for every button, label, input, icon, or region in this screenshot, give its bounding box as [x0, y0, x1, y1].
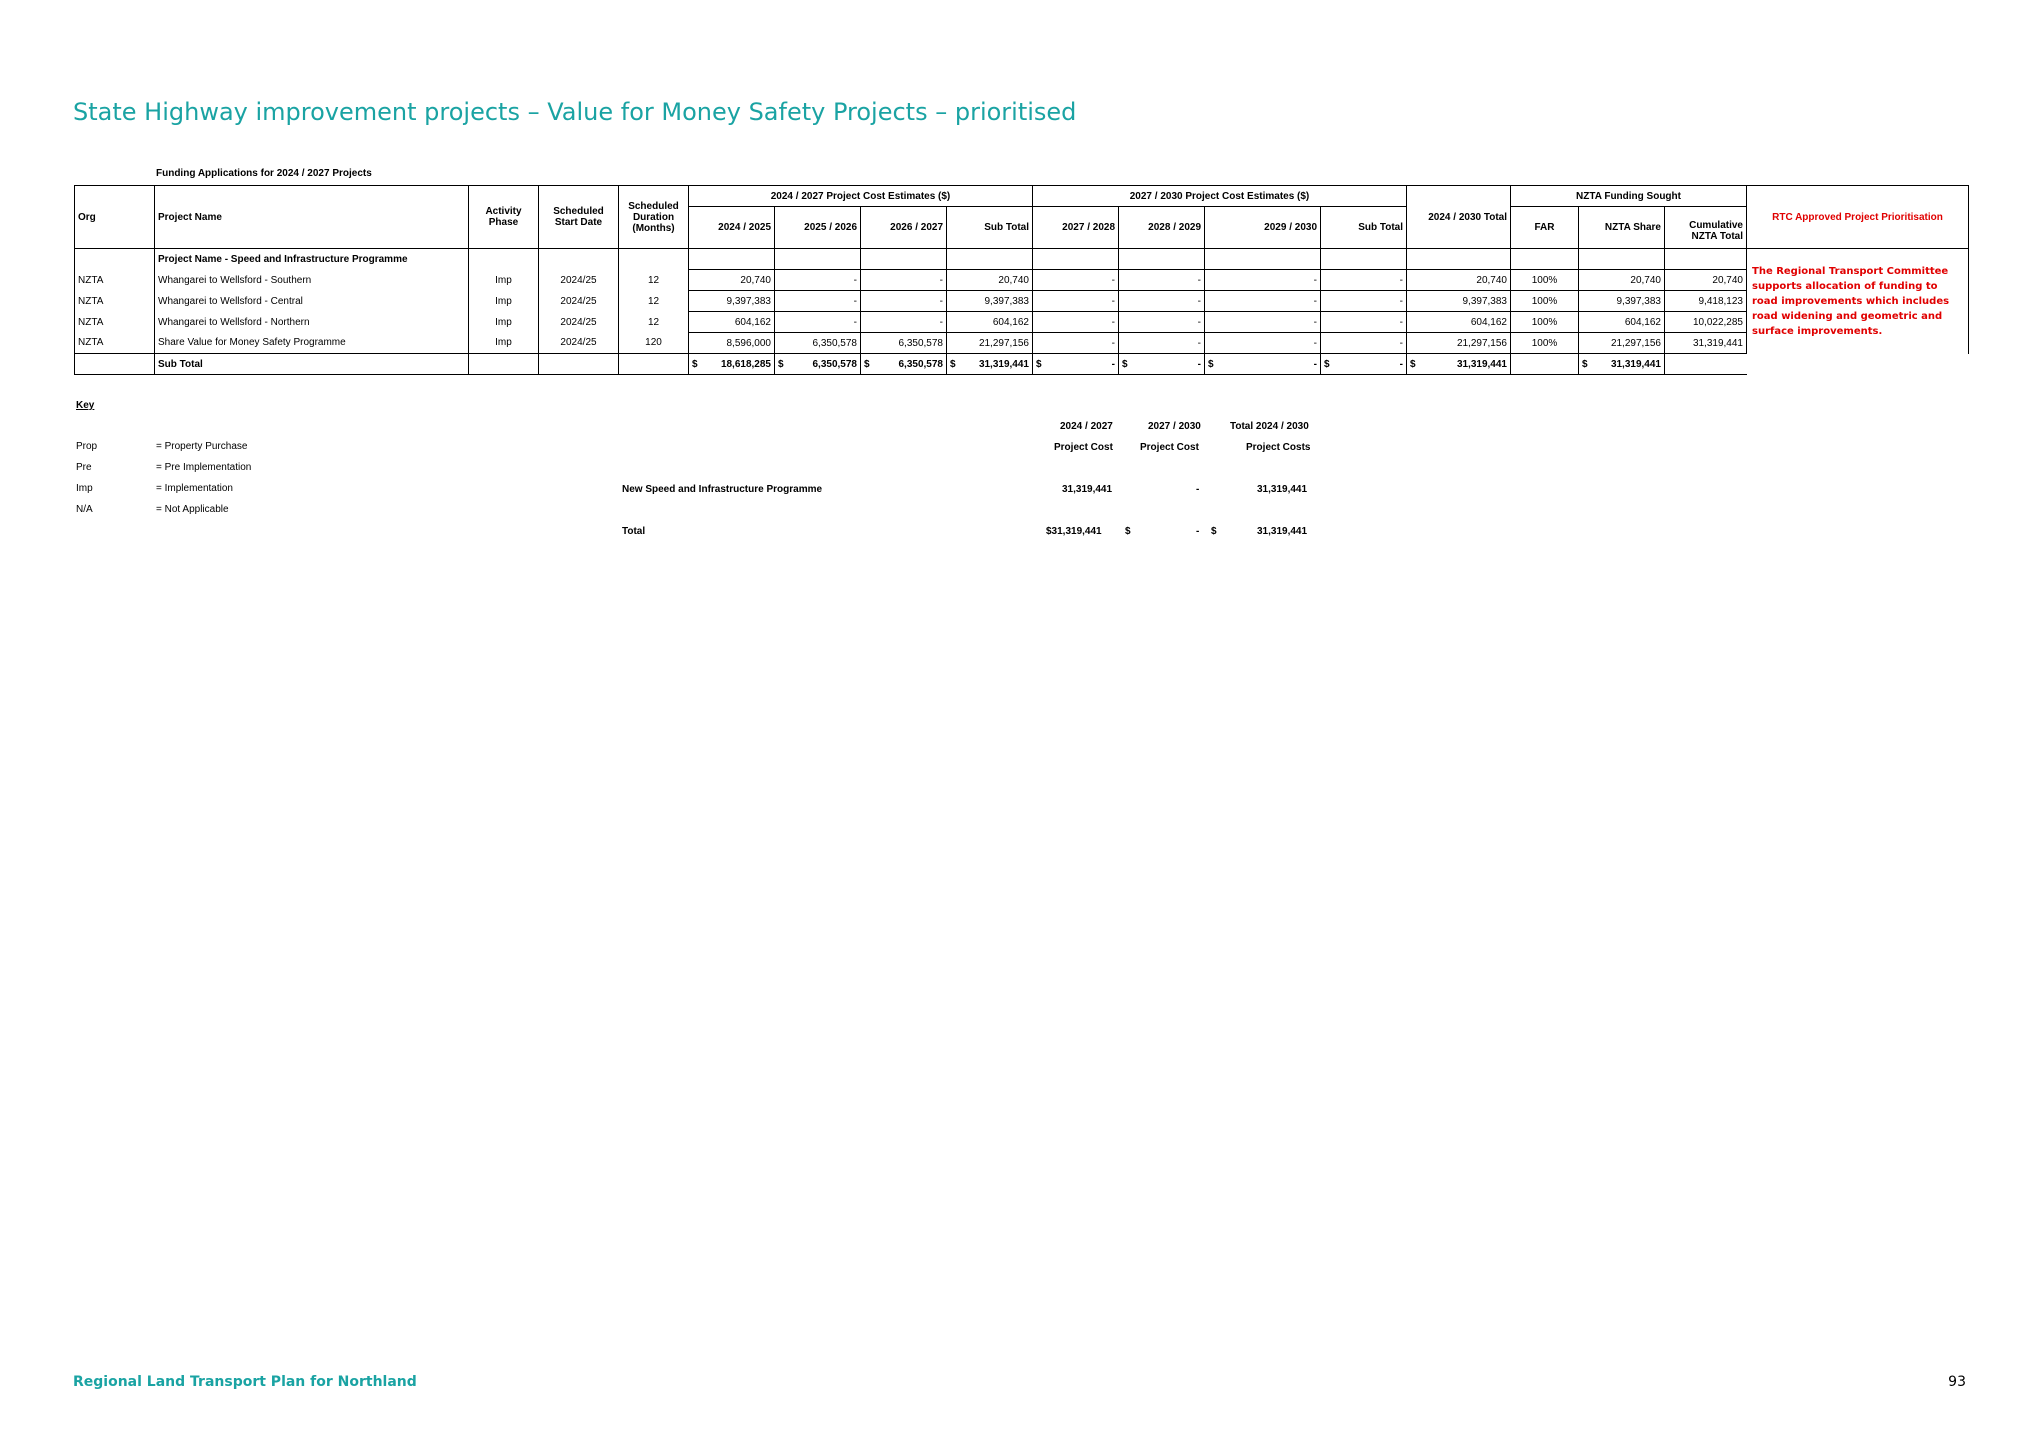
cell-phase: Imp: [469, 270, 539, 291]
cell-phase: Imp: [469, 291, 539, 312]
key-meaning: = Property Purchase: [156, 441, 248, 452]
cell-org: NZTA: [75, 333, 155, 354]
section-label: Project Name - Speed and Infrastructure Programme: [155, 249, 469, 270]
cell-total: 604,162: [1407, 312, 1511, 333]
header-2028-2029: 2028 / 2029: [1119, 207, 1205, 249]
cell-2024-2025: 8,596,000: [689, 333, 775, 354]
cell-2024-2025: 604,162: [689, 312, 775, 333]
cell-far: 100%: [1511, 270, 1579, 291]
summary-total-value-2: -: [1196, 526, 1200, 537]
header-2026-2027: 2026 / 2027: [861, 207, 947, 249]
cell-cumulative: 20,740: [1665, 270, 1747, 291]
cell-project-name: Whangarei to Wellsford - Southern: [155, 270, 469, 291]
header-org: Org: [75, 186, 155, 249]
cell-2029-2030: -: [1205, 291, 1321, 312]
cell-2024-2025: 9,397,383: [689, 291, 775, 312]
currency-symbol: $: [864, 358, 870, 370]
cell-start: 2024/25: [539, 312, 619, 333]
header-2029-2030: 2029 / 2030: [1205, 207, 1321, 249]
cell-cumulative: 31,319,441: [1665, 333, 1747, 354]
table-row: [75, 270, 1969, 291]
cell-far: 100%: [1511, 291, 1579, 312]
cell-subtotal-a: 9,397,383: [947, 291, 1033, 312]
subtotal-label: Sub Total: [155, 354, 469, 375]
cell-2025-2026: -: [775, 270, 861, 291]
funding-table: [74, 185, 1969, 375]
table-row: [75, 312, 1969, 333]
cell-2027-2028: -: [1033, 291, 1119, 312]
cell-org: NZTA: [75, 312, 155, 333]
summary-row-value-2: -: [1196, 484, 1200, 495]
cell-2026-2027: -: [861, 270, 947, 291]
summary-col3-line1: Total 2024 / 2030: [1230, 421, 1309, 432]
currency-symbol: $: [1324, 358, 1330, 370]
cell-2026-2027: -: [861, 312, 947, 333]
rtc-note: The Regional Transport Committee supports allocation of funding to road improvements which includes road widening and geometric and surface improvements.: [1752, 265, 1950, 337]
page-title: State Highway improvement projects – Value for Money Safety Projects – prioritised: [73, 98, 1077, 126]
header-2025-2026: 2025 / 2026: [775, 207, 861, 249]
cell-start: 2024/25: [539, 333, 619, 354]
key-code: Pre: [76, 462, 92, 473]
cell-2029-2030: -: [1205, 312, 1321, 333]
cell-org: NZTA: [75, 291, 155, 312]
summary-total-value-1: $31,319,441: [1046, 526, 1102, 537]
header-rtc: RTC Approved Project Prioritisation: [1747, 186, 1969, 249]
header-2027-2028: 2027 / 2028: [1033, 207, 1119, 249]
cell-2027-2028: -: [1033, 312, 1119, 333]
summary-col2-line1: 2027 / 2030: [1148, 421, 1201, 432]
subtotal-sub-a: 31,319,441: [978, 358, 1029, 370]
cell-2028-2029: -: [1119, 270, 1205, 291]
currency-symbol: $: [778, 358, 784, 370]
cell-2028-2029: -: [1119, 312, 1205, 333]
key-heading: Key: [76, 400, 95, 411]
subtotal-2026-2027: 6,350,578: [898, 358, 943, 370]
cell-far: 100%: [1511, 312, 1579, 333]
table-row: [75, 291, 1969, 312]
key-meaning: = Implementation: [156, 483, 233, 494]
subtotal-2025-2026: 6,350,578: [812, 358, 857, 370]
cell-2028-2029: -: [1119, 291, 1205, 312]
cell-2024-2025: 20,740: [689, 270, 775, 291]
currency-symbol: $: [1122, 358, 1128, 370]
subtotal-row: [75, 354, 1969, 375]
header-duration: Scheduled Duration (Months): [619, 186, 689, 249]
cell-2029-2030: -: [1205, 270, 1321, 291]
table-caption: Funding Applications for 2024 / 2027 Projects: [156, 168, 372, 179]
summary-col1-line1: 2024 / 2027: [1060, 421, 1113, 432]
key-meaning: = Not Applicable: [156, 504, 229, 515]
cell-subtotal-b: -: [1321, 291, 1407, 312]
key-code: N/A: [76, 504, 93, 515]
header-subtotal-a: Sub Total: [947, 207, 1033, 249]
summary-total-value-3: 31,319,441: [1257, 526, 1308, 537]
cell-subtotal-a: 21,297,156: [947, 333, 1033, 354]
key-code: Prop: [76, 441, 98, 452]
page-number: 93: [1948, 1374, 1966, 1390]
cell-2027-2028: -: [1033, 333, 1119, 354]
header-nzta-share: NZTA Share: [1579, 207, 1665, 249]
cell-cumulative: 10,022,285: [1665, 312, 1747, 333]
currency-symbol: $: [1582, 358, 1588, 370]
currency-symbol: $: [1208, 358, 1214, 370]
cell-subtotal-a: 20,740: [947, 270, 1033, 291]
table-row: [75, 333, 1969, 354]
cell-nzta-share: 21,297,156: [1579, 333, 1665, 354]
subtotal-nzta-share: 31,319,441: [1610, 358, 1661, 370]
cell-org: NZTA: [75, 270, 155, 291]
cell-start: 2024/25: [539, 270, 619, 291]
subtotal-2024-2025: 18,618,285: [720, 358, 771, 370]
summary-col3-line2: Project Costs: [1246, 442, 1311, 453]
header-project-name: Project Name: [155, 186, 469, 249]
cell-duration: 12: [619, 270, 689, 291]
summary-total-label: Total: [622, 526, 646, 537]
summary-total-dollar-3: $: [1211, 526, 1217, 537]
cell-project-name: Whangarei to Wellsford - Central: [155, 291, 469, 312]
cell-subtotal-b: -: [1321, 312, 1407, 333]
currency-symbol: $: [950, 358, 956, 370]
header-group-nzta: NZTA Funding Sought: [1511, 186, 1747, 207]
cell-phase: Imp: [469, 333, 539, 354]
summary-col1-line2: Project Cost: [1054, 442, 1113, 453]
cell-2029-2030: -: [1205, 333, 1321, 354]
header-group-2024-2027: 2024 / 2027 Project Cost Estimates ($): [689, 186, 1033, 207]
summary-row-value-1: 31,319,441: [1062, 484, 1113, 495]
summary-row-label: New Speed and Infrastructure Programme: [622, 484, 823, 495]
cell-nzta-share: 604,162: [1579, 312, 1665, 333]
header-activity-phase: Activity Phase: [469, 186, 539, 249]
cell-far: 100%: [1511, 333, 1579, 354]
cell-nzta-share: 20,740: [1579, 270, 1665, 291]
cell-project-name: Whangarei to Wellsford - Northern: [155, 312, 469, 333]
header-subtotal-b: Sub Total: [1321, 207, 1407, 249]
cell-duration: 12: [619, 291, 689, 312]
summary-row-value-3: 31,319,441: [1257, 484, 1308, 495]
cell-2025-2026: -: [775, 312, 861, 333]
cell-2028-2029: -: [1119, 333, 1205, 354]
key-code: Imp: [76, 483, 93, 494]
cell-cumulative: 9,418,123: [1665, 291, 1747, 312]
cell-project-name: Share Value for Money Safety Programme: [155, 333, 469, 354]
key-meaning: = Pre Implementation: [156, 462, 252, 473]
cell-subtotal-a: 604,162: [947, 312, 1033, 333]
header-far: FAR: [1511, 207, 1579, 249]
cell-total: 9,397,383: [1407, 291, 1511, 312]
page-footer: Regional Land Transport Plan for Northland: [73, 1374, 417, 1390]
cell-total: 20,740: [1407, 270, 1511, 291]
cell-2026-2027: -: [861, 291, 947, 312]
summary-total-dollar-2: $: [1125, 526, 1131, 537]
header-cumulative: Cumulative NZTA Total: [1665, 207, 1747, 249]
cell-nzta-share: 9,397,383: [1579, 291, 1665, 312]
summary-col2-line2: Project Cost: [1140, 442, 1199, 453]
subtotal-2027-2028: -: [1111, 358, 1115, 370]
cell-2025-2026: 6,350,578: [775, 333, 861, 354]
cell-subtotal-b: -: [1321, 270, 1407, 291]
cell-duration: 12: [619, 312, 689, 333]
header-total-2024-2030: 2024 / 2030 Total: [1407, 186, 1511, 249]
cell-start: 2024/25: [539, 291, 619, 312]
header-group-2027-2030: 2027 / 2030 Project Cost Estimates ($): [1033, 186, 1407, 207]
subtotal-2029-2030: -: [1313, 358, 1317, 370]
subtotal-sub-b: -: [1399, 358, 1403, 370]
cell-2025-2026: -: [775, 291, 861, 312]
header-2024-2025: 2024 / 2025: [689, 207, 775, 249]
header-start-date: Scheduled Start Date: [539, 186, 619, 249]
subtotal-total: 31,319,441: [1456, 358, 1507, 370]
subtotal-2028-2029: -: [1197, 358, 1201, 370]
cell-duration: 120: [619, 333, 689, 354]
cell-2027-2028: -: [1033, 270, 1119, 291]
cell-subtotal-b: -: [1321, 333, 1407, 354]
currency-symbol: $: [692, 358, 698, 370]
cell-2026-2027: 6,350,578: [861, 333, 947, 354]
cell-total: 21,297,156: [1407, 333, 1511, 354]
cell-phase: Imp: [469, 312, 539, 333]
currency-symbol: $: [1036, 358, 1042, 370]
currency-symbol: $: [1410, 358, 1416, 370]
